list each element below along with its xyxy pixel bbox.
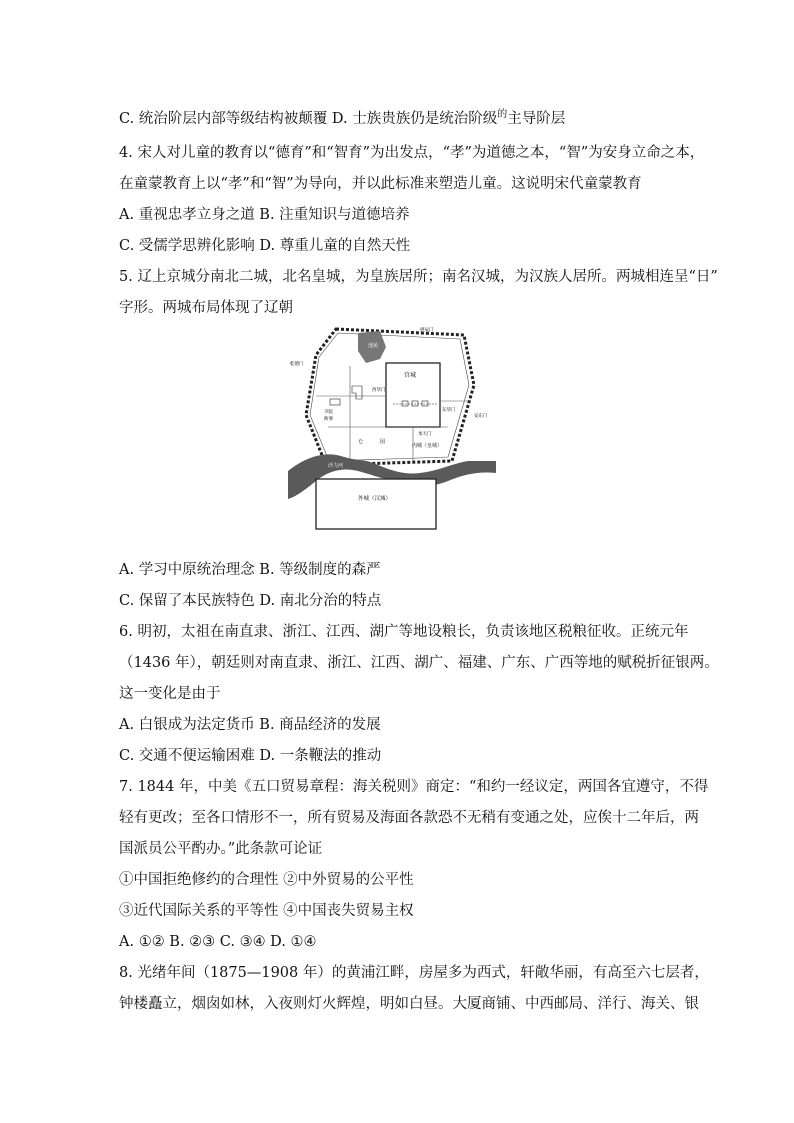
text-line-5: C. 受儒学思辨化影响 D. 尊重儿童的自然天性 [119, 238, 411, 254]
hill-label: 池苑 [368, 343, 379, 349]
text-line-15: 7. 1844 年，中美《五口贸易章程：海关税则》商定：“和约一经议定，两国各宜遵守，不得 [119, 779, 709, 795]
text-line-11: （1436 年），朝廷则对南直隶、浙江、江西、湖广、福建、广东、广西等地的赋税折征银两。 [119, 655, 719, 671]
chengtian-gate-label: 承天门 [418, 432, 432, 437]
text-line-20: A. ①② B. ②③ C. ③④ D. ①④ [119, 934, 317, 950]
text-line-2: 4. 宋人对儿童的教育以“德育”和“智育”为出发点，“孝”为道德之本，“智”为安身立命之本， [119, 145, 705, 161]
text-line-1: C. 统治阶层内部等级结构被颠覆 D. 士族贵族仍是统治阶级$^的$主导阶层 [119, 109, 566, 127]
temple-building [352, 386, 362, 399]
text-line-16: 轻有更改；至各口情形不一，所有贸易及海面各款恐不无稍有变通之处，应俟十二年后，两 [119, 810, 699, 826]
north-gate-label: 拱辰门 [420, 328, 434, 333]
text-line-22: 钟楼矗立，烟囱如林，入夜则灯火辉煌，明如白昼。大厦商铺、中西邮局、洋行、海关、银 [119, 996, 699, 1012]
han-city [316, 479, 436, 529]
liao-shangjing-map [288, 321, 496, 532]
text-line-8: A. 学习中原统治理念 B. 等级制度的森严 [119, 562, 381, 578]
text-line-10: 6. 明初，太祖在南直隶、浙江、江西、湖广等地设粮长，负责该地区税粮征收。正统元年 [119, 624, 689, 640]
text-line-14: C. 交通不便运输困难 D. 一条鞭法的推动 [119, 748, 382, 764]
text-line-9: C. 保留了本民族特色 D. 南北分治的特点 [119, 593, 382, 609]
text-line-7: 字形。两城布局体现了辽朝 [119, 300, 293, 316]
river-label: 沙力河 [328, 463, 344, 469]
text-line-18: ①中国拒绝修约的合理性 ②中外贸易的公平性 [119, 872, 414, 888]
text-line-6: 5. 辽上京城分南北二城，北名皇城，为皇族居所；南名汉城，为汉族人居所。两城相连呈“日” [119, 269, 718, 285]
lane-label-1: 仑 [358, 439, 364, 445]
west-gate-label: 乾德门 [290, 362, 304, 367]
text-line-3: 在童蒙教育上以“孝”和“智”为导向，并以此标准来塑造儿童。这说明宋代童蒙教育 [119, 176, 642, 192]
lane-label-2: 园 [380, 439, 386, 445]
text-line-21: 8. 光绪年间（1875—1908 年）的黄浦江畔，房屋多为西式，轩敞华丽，有高至六七层者， [119, 965, 709, 981]
office-building [330, 399, 340, 405]
donghua-gate-label: 东华门 [442, 408, 456, 413]
palace-city-label: 宫城 [404, 372, 417, 379]
office-label: 衙署 [324, 417, 333, 422]
text-line-12: 这一变化是由于 [119, 686, 221, 702]
text-line-19: ③近代国际关系的平等性 ④中国丧失贸易主权 [119, 903, 414, 919]
text-line-13: A. 白银成为法定货币 B. 商品经济的发展 [119, 717, 381, 733]
text-line-17: 国派员公平酌办。”此条款可论证 [119, 841, 323, 857]
text-line-4: A. 重视忠孝立身之道 B. 注重知识与道德培养 [119, 207, 410, 223]
han-city-label: 外城（汉城） [358, 496, 392, 502]
xihua-gate-label: 西华门 [372, 388, 386, 393]
inner-city-label: 内城（皇城） [412, 443, 443, 449]
east-gate-label: 安东门 [474, 414, 488, 419]
temple-label: 寺院 [324, 410, 333, 415]
